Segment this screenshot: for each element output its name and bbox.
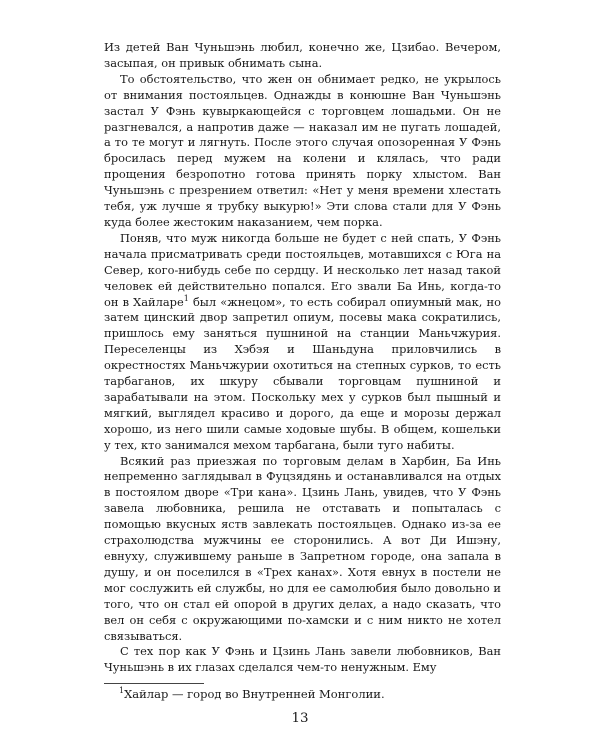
paragraph-1: Из детей Ван Чуньшэнь любил, конечно же, Цзибао. Вечером, засыпая, он привык обнимать сына. (104, 40, 501, 70)
paragraph-4: Всякий раз приезжая по торговым делам в Харбин, Ба Инь непременно заглядывал в Фуцзядянь и останавливался на отдых в постоялом дворе «Три кана». Цзинь Лань, увидев, что У Фэнь завела любовника, решила не отставать и попыталась с помощью вкусных яств завлекать постояльцев. Однако из-за ее страхолюдства мужчины ее сторонились. А вот Ди Ишэну, евнуху, служившему раньше в Запретном городе, она запала в душу, и он поселился в «Трех канах». Хотя евнух в постели не мог сослужить ей службы, но для ее самолюбия было довольно и того, что он стал ей опорой в других делах, а надо сказать, что вел он себя с окружающими по-хамски и с ним никто не хотел связываться. (104, 453, 501, 643)
footnote-reference[interactable]: 1 (183, 293, 189, 303)
paragraph-3 (104, 231, 501, 454)
paragraph-5: С тех пор как У Фэнь и Цзинь Лань завели любовников, Ван Чуньшэнь в их глазах сделался чем-то ненужным. Ему (104, 644, 501, 675)
paragraph-3-part-1: Поняв, что муж никогда больше не будет с ней спать, У Фэнь начала присматривать среди постояльцев, мотавшихся с Юга на Север, кого-нибудь себе по сердцу. И несколько лет назад такой человек ей действительно попался. Его звали Ба Инь, когда-то он в Хайларе (104, 230, 501, 309)
main-text (104, 40, 501, 676)
page-number: 13 (291, 711, 309, 726)
paragraph-2: То обстоятельство, что жен он обнимает редко, не укрылось от внимания постояльцев. Однажды в конюшне Ван Чуньшэнь застал У Фэнь кувыркающейся с торговцем лошадьми. Он не разгневался, а напротив даже — наказал им не пугать лошадей, а то те могут и лягнуть. После этого случая опозоренная У Фэнь бросилась перед мужем на колени и клялась, что ради прощения безропотно готова принять порку хлыстом. Ван Чуньшэнь с презрением ответил: «Нет у меня времени хлестать тебя, уж лучше я трубку выкурю!» Эти слова стали для У Фэнь куда более жестоким наказанием, чем порка. (104, 71, 501, 229)
footnote-divider (104, 683, 204, 684)
footnote (119, 686, 501, 702)
footnote-text: Хайлар — город во Внутренней Монголии. (124, 687, 385, 701)
footnote-marker: 1 (119, 686, 125, 696)
paragraph-3-part-2: был «жнецом», то есть собирал опиумный мак, но затем цинский двор запретил опиум, посевы мака сократились, пришлось ему заняться пушниной на станции Маньчжурия. Переселенцы из Хэбэя и Шаньдуна приловчились в окрестностях Маньчжурии охотиться на степных сурков, то есть тарбаганов, их шкуру сбывали торговцам пушниной и зарабатывали на этом. Поскольку мех у сурков был пышный и мягкий, выглядел красиво и дорого, да еще и морозы держал хорошо, из него шили самые ходовые шубы. В общем, кошельки у тех, кто занимался мехом тарбагана, были туго набиты. (104, 294, 501, 452)
